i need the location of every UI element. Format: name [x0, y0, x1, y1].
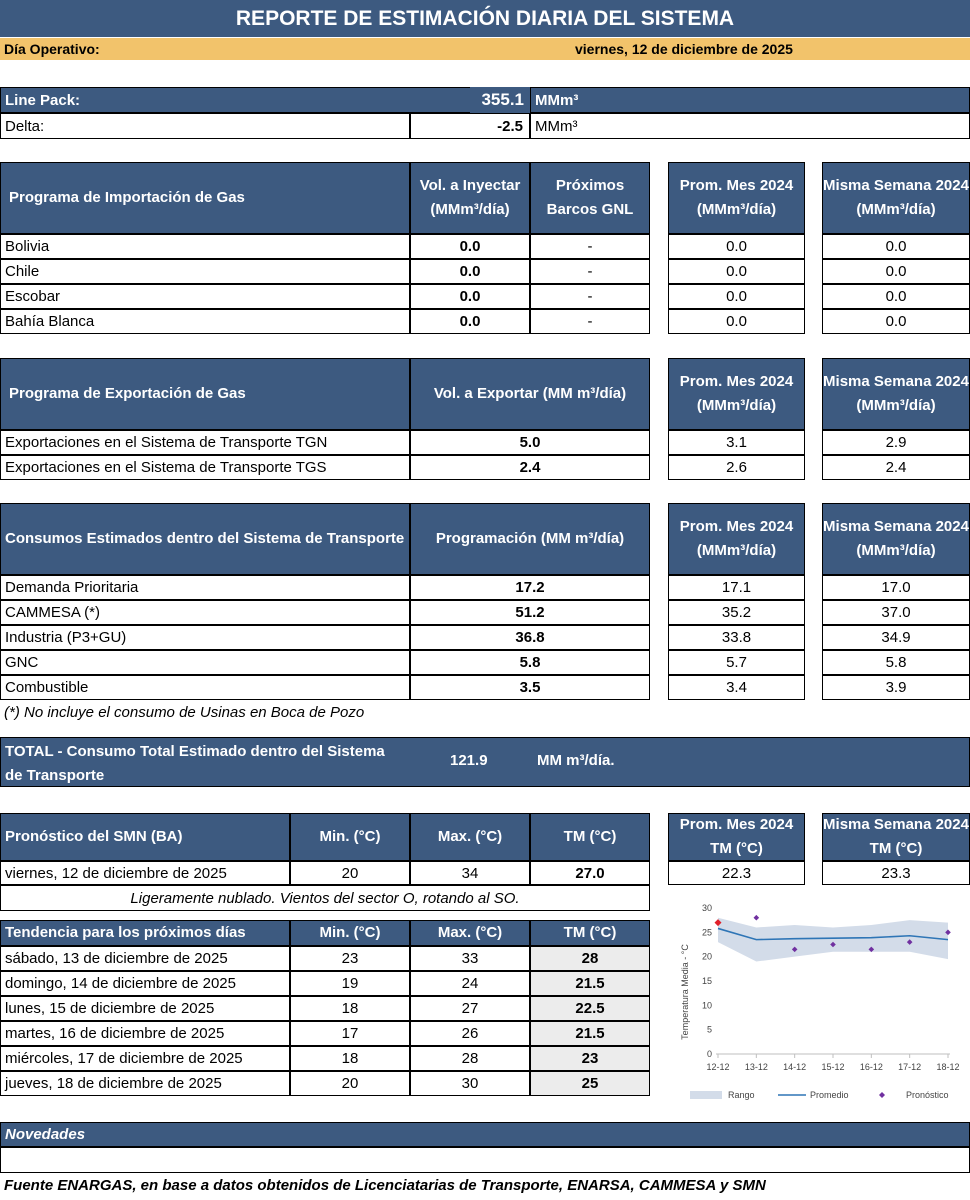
smn-col-min: Min. (°C): [290, 813, 410, 861]
exportacion-row-name: Exportaciones en el Sistema de Transporte TGN: [0, 430, 410, 455]
linepack-label: Line Pack:: [5, 91, 81, 109]
consumos-col-sem: Misma Semana 2024 (MMm³/día): [822, 503, 970, 575]
exportacion-row-sem: 2.4: [822, 455, 970, 480]
chart-xtick-label: 17-12: [898, 1062, 922, 1072]
total-value: 121.9: [450, 752, 488, 769]
total-row: [0, 737, 970, 787]
tendencia-col-tm: TM (°C): [530, 920, 650, 946]
tendencia-row-tm: 23: [530, 1046, 650, 1071]
importacion-title: Programa de Importación de Gas: [0, 162, 410, 234]
legend-average-label: Promedio: [810, 1090, 849, 1100]
importacion-col-sem: Misma Semana 2024 (MMm³/día): [822, 162, 970, 234]
consumos-col-prom: Prom. Mes 2024 (MMm³/día): [668, 503, 805, 575]
smn-col-prom: Prom. Mes 2024 TM (°C): [668, 813, 805, 861]
chart-range-area: [718, 918, 948, 962]
tendencia-row-max: 24: [410, 971, 530, 996]
tendencia-col-min: Min. (°C): [290, 920, 410, 946]
delta-label: Delta:: [0, 113, 410, 139]
importacion-row-name: Chile: [0, 259, 410, 284]
footer-source: Fuente ENARGAS, en base a datos obtenidos de Licenciatarias de Transporte, ENARSA, CAMMESA y SMN: [4, 1177, 766, 1194]
exportacion-row-prom: 3.1: [668, 430, 805, 455]
smn-col-sem: Misma Semana 2024 TM (°C): [822, 813, 970, 861]
importacion-col-barcos: Próximos Barcos GNL: [530, 162, 650, 234]
total-label: TOTAL - Consumo Total Estimado dentro del Sistema de Transporte: [5, 743, 385, 784]
tendencia-row-min: 18: [290, 996, 410, 1021]
report-title: REPORTE DE ESTIMACIÓN DIARIA DEL SISTEMA: [0, 0, 970, 37]
consumos-row-sem: 37.0: [822, 600, 970, 625]
dia-operativo-value: viernes, 12 de diciembre de 2025: [575, 41, 793, 57]
importacion-row-vol: 0.0: [410, 234, 530, 259]
consumos-title: Consumos Estimados dentro del Sistema de Transporte: [0, 503, 410, 575]
linepack-value: 355.1: [470, 87, 530, 113]
consumos-row-prom: 17.1: [668, 575, 805, 600]
tendencia-row-tm: 25: [530, 1071, 650, 1096]
novedades-title: Novedades: [0, 1122, 970, 1147]
consumos-row-sem: 3.9: [822, 675, 970, 700]
importacion-row-name: Escobar: [0, 284, 410, 309]
tendencia-row-max: 30: [410, 1071, 530, 1096]
legend-forecast-swatch: [879, 1092, 885, 1098]
tendencia-col-max: Max. (°C): [410, 920, 530, 946]
exportacion-title: Programa de Exportación de Gas: [0, 358, 410, 430]
consumos-row-prom: 33.8: [668, 625, 805, 650]
smn-today-date: viernes, 12 de diciembre de 2025: [0, 861, 290, 885]
chart-ytick-label: 30: [701, 903, 712, 913]
smn-today-tm: 27.0: [530, 861, 650, 885]
tendencia-title: Tendencia para los próximos días: [0, 920, 290, 946]
importacion-row-barcos: -: [530, 309, 650, 334]
exportacion-row-vol: 2.4: [410, 455, 650, 480]
importacion-row-barcos: -: [530, 284, 650, 309]
importacion-row-barcos: -: [530, 259, 650, 284]
consumos-row-sem: 17.0: [822, 575, 970, 600]
importacion-row-prom: 0.0: [668, 284, 805, 309]
consumos-row-prom: 5.7: [668, 650, 805, 675]
importacion-row-sem: 0.0: [822, 234, 970, 259]
tendencia-row-tm: 22.5: [530, 996, 650, 1021]
exportacion-col-vol: Vol. a Exportar (MM m³/día): [410, 358, 650, 430]
tendencia-row-tm: 21.5: [530, 1021, 650, 1046]
linepack-unit: MMm³: [530, 87, 970, 113]
consumos-col-prog: Programación (MM m³/día): [410, 503, 650, 575]
consumos-row-sem: 34.9: [822, 625, 970, 650]
tendencia-row-date: jueves, 18 de diciembre de 2025: [0, 1071, 290, 1096]
chart-ytick-label: 5: [706, 1024, 712, 1035]
importacion-col-prom: Prom. Mes 2024 (MMm³/día): [668, 162, 805, 234]
delta-value: -2.5: [410, 113, 530, 139]
smn-today-sem: 23.3: [822, 861, 970, 885]
smn-description: Ligeramente nublado. Vientos del sector O, rotando al SO.: [0, 885, 650, 911]
consumos-row-name: CAMMESA (*): [0, 600, 410, 625]
importacion-row-vol: 0.0: [410, 284, 530, 309]
consumos-row-prog: 5.8: [410, 650, 650, 675]
exportacion-col-sem: Misma Semana 2024 (MMm³/día): [822, 358, 970, 430]
temperature-chart: [668, 896, 970, 1108]
tendencia-row-date: lunes, 15 de diciembre de 2025: [0, 996, 290, 1021]
chart-ytick-label: 0: [706, 1049, 712, 1059]
consumos-row-name: Combustible: [0, 675, 410, 700]
tendencia-row-min: 19: [290, 971, 410, 996]
legend-range-swatch: [690, 1091, 722, 1099]
tendencia-row-date: domingo, 14 de diciembre de 2025: [0, 971, 290, 996]
chart-xtick-label: 14-12: [783, 1062, 807, 1072]
tendencia-row-tm: 21.5: [530, 971, 650, 996]
smn-today-max: 34: [410, 861, 530, 885]
importacion-row-prom: 0.0: [668, 259, 805, 284]
tendencia-row-min: 18: [290, 1046, 410, 1071]
total-unit: MM m³/día.: [537, 752, 615, 769]
legend-range-label: Rango: [728, 1090, 755, 1100]
chart-ytick-label: 10: [701, 1000, 712, 1011]
importacion-row-name: Bolivia: [0, 234, 410, 259]
chart-forecast-point: [754, 915, 760, 921]
chart-ytick-label: 20: [701, 951, 712, 962]
exportacion-row-vol: 5.0: [410, 430, 650, 455]
consumos-row-sem: 5.8: [822, 650, 970, 675]
chart-xtick-label: 12-12: [706, 1062, 730, 1072]
consumos-row-prog: 36.8: [410, 625, 650, 650]
consumos-row-prom: 3.4: [668, 675, 805, 700]
dia-operativo-row: [0, 38, 970, 60]
importacion-row-vol: 0.0: [410, 259, 530, 284]
chart-ytick-label: 25: [701, 927, 712, 938]
tendencia-row-max: 28: [410, 1046, 530, 1071]
chart-xtick-label: 13-12: [744, 1062, 768, 1072]
consumos-note: (*) No incluye el consumo de Usinas en Boca de Pozo: [4, 704, 365, 721]
tendencia-row-min: 17: [290, 1021, 410, 1046]
delta-unit: MMm³: [530, 113, 970, 139]
consumos-row-prog: 17.2: [410, 575, 650, 600]
consumos-row-prom: 35.2: [668, 600, 805, 625]
chart-xtick-label: 16-12: [859, 1062, 883, 1072]
chart-ylabel: Temperatura Media - °C: [680, 944, 690, 1040]
chart-legend: [690, 1090, 949, 1100]
tendencia-row-date: miércoles, 17 de diciembre de 2025: [0, 1046, 290, 1071]
consumos-row-name: Industria (P3+GU): [0, 625, 410, 650]
importacion-row-vol: 0.0: [410, 309, 530, 334]
importacion-row-sem: 0.0: [822, 259, 970, 284]
smn-col-tm: TM (°C): [530, 813, 650, 861]
tendencia-row-max: 26: [410, 1021, 530, 1046]
novedades-body: [0, 1147, 970, 1173]
chart-xtick-label: 18-12: [936, 1062, 960, 1072]
tendencia-row-min: 20: [290, 1071, 410, 1096]
smn-title: Pronóstico del SMN (BA): [0, 813, 290, 861]
dia-operativo-label: Día Operativo:: [4, 41, 100, 57]
tendencia-row-tm: 28: [530, 946, 650, 971]
tendencia-row-date: sábado, 13 de diciembre de 2025: [0, 946, 290, 971]
consumos-row-prog: 3.5: [410, 675, 650, 700]
importacion-row-name: Bahía Blanca: [0, 309, 410, 334]
consumos-row-name: GNC: [0, 650, 410, 675]
chart-ytick-label: 15: [701, 976, 712, 986]
importacion-row-sem: 0.0: [822, 284, 970, 309]
importacion-row-sem: 0.0: [822, 309, 970, 334]
importacion-row-prom: 0.0: [668, 309, 805, 334]
tendencia-row-date: martes, 16 de diciembre de 2025: [0, 1021, 290, 1046]
linepack-label-cell: [0, 87, 530, 113]
importacion-row-prom: 0.0: [668, 234, 805, 259]
legend-forecast-label: Pronóstico: [906, 1090, 949, 1100]
exportacion-row-sem: 2.9: [822, 430, 970, 455]
exportacion-col-prom: Prom. Mes 2024 (MMm³/día): [668, 358, 805, 430]
exportacion-row-name: Exportaciones en el Sistema de Transporte TGS: [0, 455, 410, 480]
importacion-row-barcos: -: [530, 234, 650, 259]
tendencia-row-max: 33: [410, 946, 530, 971]
consumos-row-name: Demanda Prioritaria: [0, 575, 410, 600]
exportacion-row-prom: 2.6: [668, 455, 805, 480]
smn-today-prom: 22.3: [668, 861, 805, 885]
smn-col-max: Max. (°C): [410, 813, 530, 861]
chart-xtick-label: 15-12: [821, 1062, 845, 1072]
tendencia-row-max: 27: [410, 996, 530, 1021]
smn-today-min: 20: [290, 861, 410, 885]
importacion-col-vol: Vol. a Inyectar (MMm³/día): [410, 162, 530, 234]
tendencia-row-min: 23: [290, 946, 410, 971]
consumos-row-prog: 51.2: [410, 600, 650, 625]
